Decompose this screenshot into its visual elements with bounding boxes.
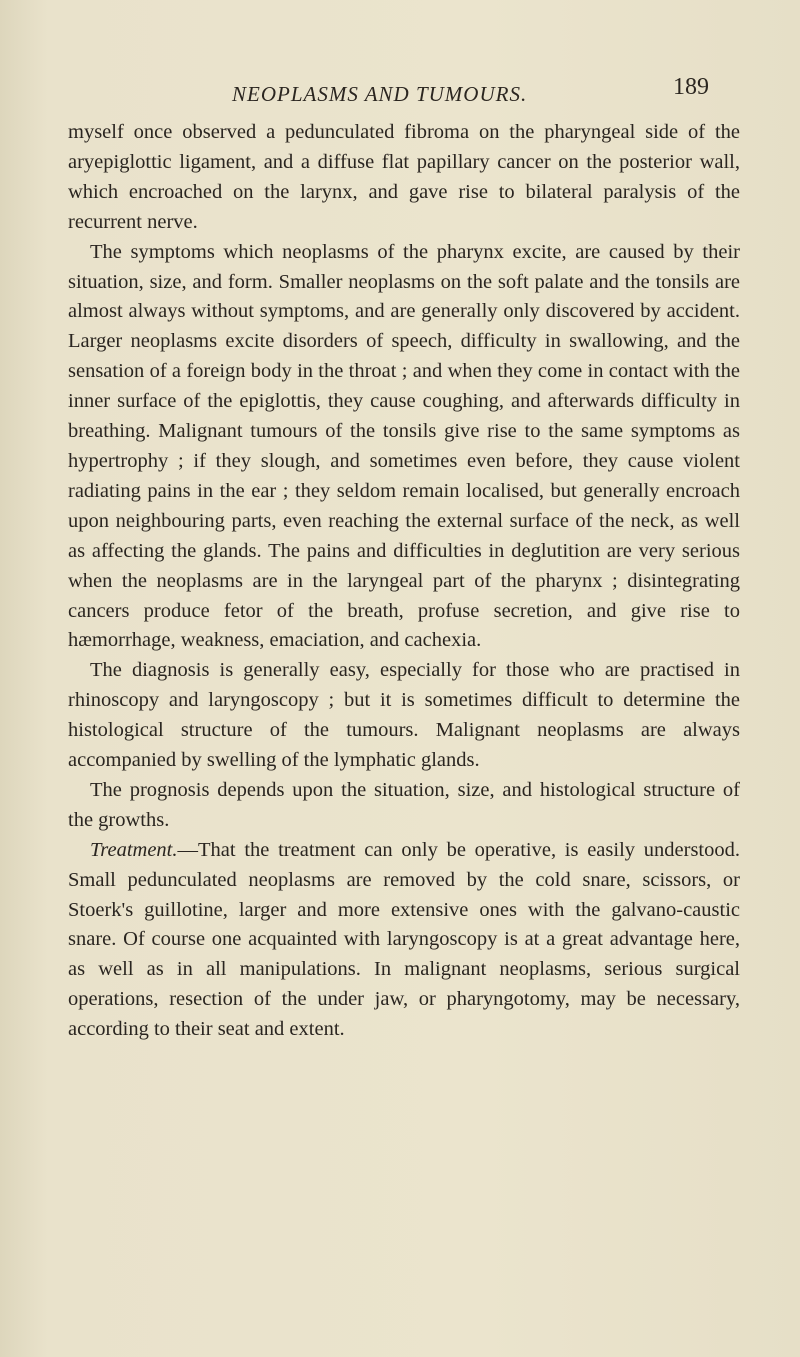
treatment-heading: Treatment. xyxy=(90,838,178,861)
page-header xyxy=(0,70,800,110)
paragraph-diagnosis: The diagnosis is generally easy, especially for those who are practised in rhinoscopy and laryngoscopy ; but it is sometimes difficult to determine the histological structure of the tumours. Malignant neoplasms are always accompanied by swelling of the lymphatic glands. xyxy=(68,659,740,772)
body-text xyxy=(68,118,740,1045)
treatment-text: —That the treatment can only be operative, is easily understood. Small pedunculated neoplasms are removed by the cold snare, scissors, or Stoerk's guillotine, larger and more extensive ones with the galvano-caustic snare. Of course one acquainted with laryngoscopy is at a great advantage here, as well as in all manipulations. In malignant neoplasms, serious surgical operations, resection of the under jaw, or pharyngotomy, may be necessary, according to their seat and extent. xyxy=(68,838,740,1041)
page-number: 189 xyxy=(673,74,709,100)
paragraph-treatment xyxy=(68,836,740,1045)
paragraph-symptoms: The symptoms which neoplasms of the pharynx excite, are caused by their situation, size, and form. Smaller neoplasms on the soft palate and the tonsils are almost always without symptoms, and are generally only discovered by accident. Larger neoplasms excite disorders of speech, difficulty in swallowing, and the sensation of a foreign body in the throat ; and when they come in contact with the inner surface of the epiglottis, they cause coughing, and afterwards difficulty in breathing. Malignant tumours of the tonsils give rise to the same symptoms as hypertrophy ; if they slough, and sometimes even before, they cause violent radiating pains in the ear ; they seldom remain localised, but generally encroach upon neighbouring parts, even reaching the external surface of the neck, as well as affecting the glands. The pains and difficulties in deglutition are very serious when the neoplasms are in the laryngeal part of the pharynx ; disintegrating cancers produce fetor of the breath, profuse secretion, and give rise to hæmorrhage, weakness, emaciation, and cachexia. xyxy=(68,240,740,652)
running-head: NEOPLASMS AND TUMOURS. xyxy=(232,82,528,106)
paragraph-prognosis: The prognosis depends upon the situation, size, and histological structure of the growths. xyxy=(68,778,740,831)
paragraph-continuation: myself once observed a pedunculated fibroma on the pharyngeal side of the aryepiglottic ligament, and a diffuse flat papillary cancer on the posterior wall, which encroached on the larynx, and gave rise to bilateral paralysis of the recurrent nerve. xyxy=(68,121,740,233)
